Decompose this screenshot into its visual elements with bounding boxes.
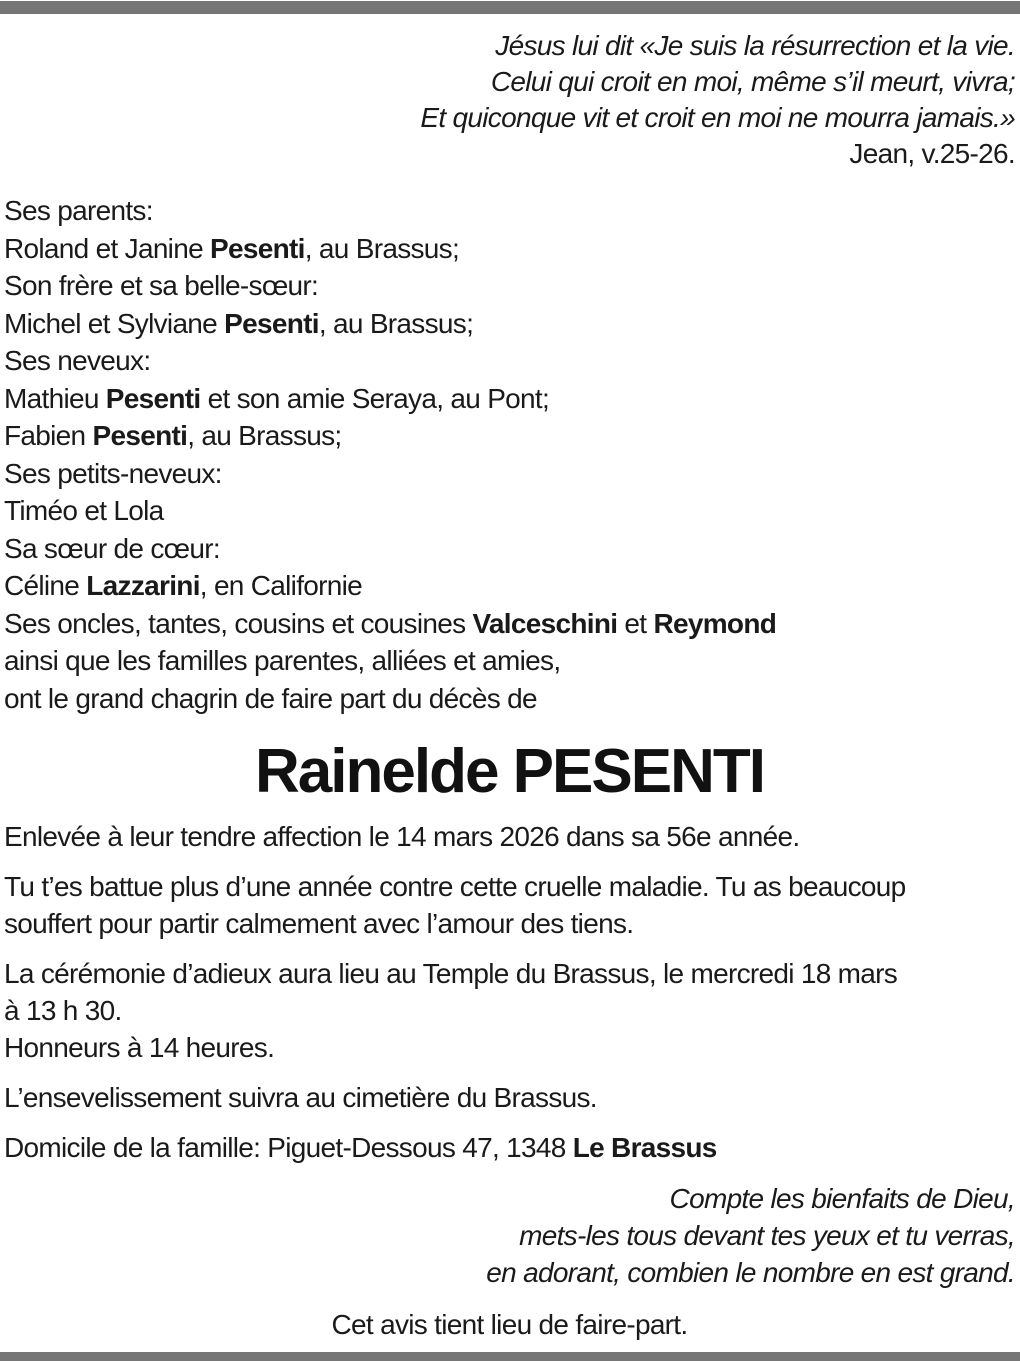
family-line: Ses neveux:	[4, 345, 151, 376]
tribute-paragraph	[4, 868, 1015, 942]
ceremony-line: La cérémonie d’adieux aura lieu au Temple du Brassus, le mercredi 18 mars	[4, 958, 898, 989]
faire-part-notice: Cet avis tient lieu de faire-part.	[331, 1309, 688, 1340]
epigraph-attribution: Jean, v.25-26.	[849, 138, 1015, 169]
family-list	[4, 192, 1015, 717]
family-line: Ses petits-neveux:	[4, 457, 222, 489]
scripture-epigraph	[4, 28, 1015, 172]
tribute-line: souffert pour partir calmement avec l’amour des tiens.	[4, 908, 634, 939]
epigraph-line: Et quiconque vit et croit en moi ne mourra jamais.»	[420, 102, 1015, 133]
family-line: Céline Lazzarini, en Californie	[4, 570, 363, 601]
ceremony-line: Honneurs à 14 heures.	[4, 1032, 275, 1063]
family-line: ainsi que les familles parentes, alliées et amies,	[4, 645, 561, 676]
family-line: Mathieu Pesenti et son amie Seraya, au Pont;	[4, 382, 550, 414]
family-line: Michel et Sylviane Pesenti, au Brassus;	[4, 307, 474, 339]
passing-paragraph: Enlevée à leur tendre affection le 14 mars 2026 dans sa 56e année.	[4, 821, 800, 852]
deceased-name: Rainelde PESENTI	[255, 737, 764, 806]
hymn-line: Compte les bienfaits de Dieu,	[669, 1183, 1015, 1214]
burial-paragraph: L’ensevelissement suivra au cimetière du Brassus.	[4, 1082, 597, 1113]
ceremony-paragraph	[4, 955, 1015, 1066]
bottom-border-bar	[0, 1352, 1020, 1361]
family-line: ont le grand chagrin de faire part du décès de	[4, 682, 537, 714]
family-line: Son frère et sa belle-sœur:	[4, 270, 319, 301]
hymn-line: en adorant, combien le nombre en est grand.	[486, 1257, 1015, 1288]
ceremony-line: à 13 h 30.	[4, 995, 122, 1026]
epigraph-line: Jésus lui dit «Je suis la résurrection et la vie.	[495, 30, 1015, 61]
tribute-line: Tu t’es battue plus d’une année contre cette cruelle maladie. Tu as beaucoup	[4, 871, 906, 902]
hymn-line: mets-les tous devant tes yeux et tu verras,	[519, 1220, 1015, 1251]
epigraph-line: Celui qui croit en moi, même s’il meurt, vivra;	[490, 66, 1015, 97]
family-line: Timéo et Lola	[4, 495, 164, 526]
family-line: Fabien Pesenti, au Brassus;	[4, 420, 342, 451]
family-line: Ses oncles, tantes, cousins et cousines Valceschini et Reymond	[4, 607, 777, 639]
family-line: Roland et Janine Pesenti, au Brassus;	[4, 232, 460, 264]
family-line: Sa sœur de cœur:	[4, 532, 220, 564]
domicile-paragraph: Domicile de la famille: Piguet-Dessous 47, 1348 Le Brassus	[4, 1132, 717, 1163]
top-border-bar	[0, 1, 1020, 14]
family-line: Ses parents:	[4, 195, 153, 226]
hymn-quote	[4, 1180, 1015, 1291]
